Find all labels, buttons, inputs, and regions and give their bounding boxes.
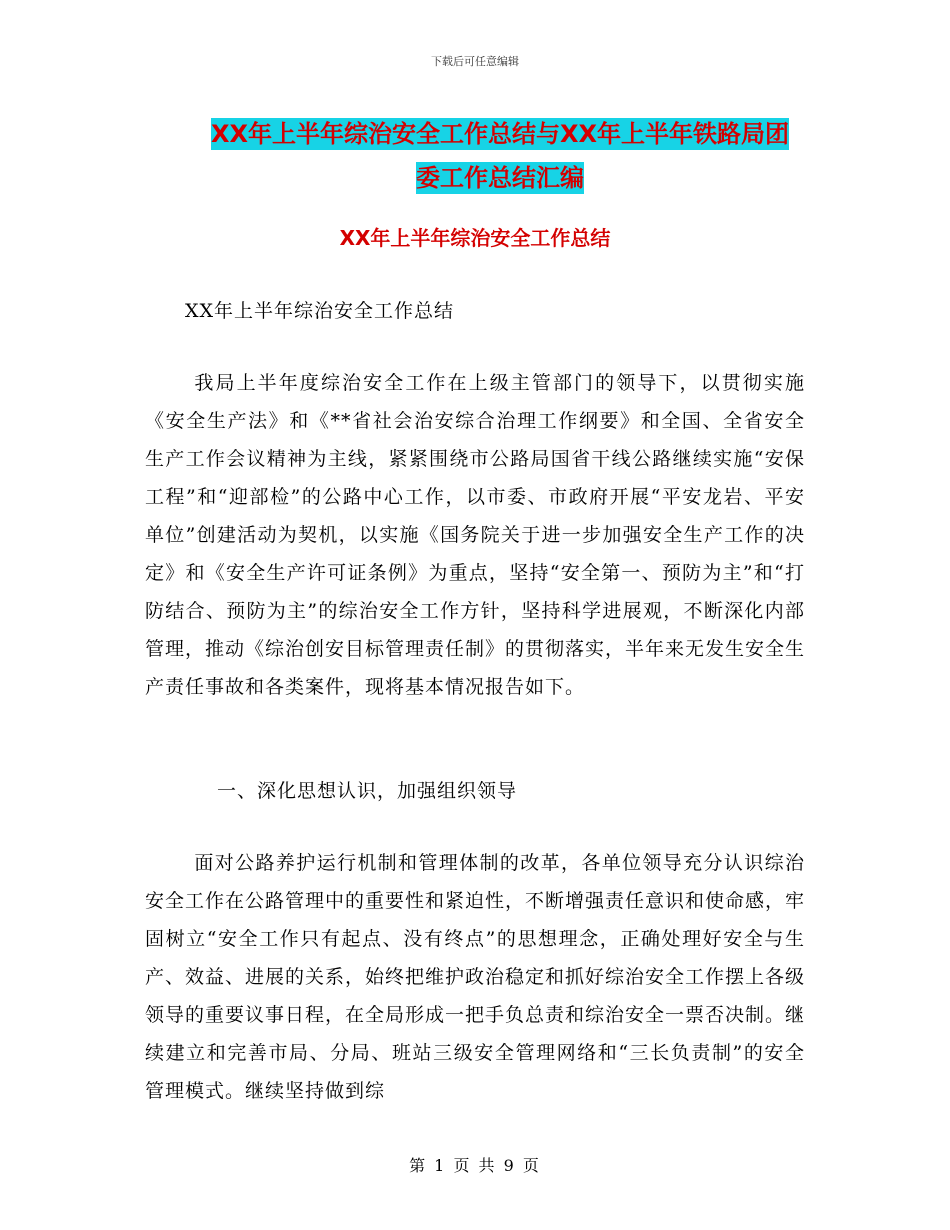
paragraph-intro: 我局上半年度综治安全工作在上级主管部门的领导下，以贯彻实施《安全生产法》和《**省社会治安综合治理工作纲要》和全国、全省安全生产工作会议精神为主线，紧紧围绕市公路局国省干线公路继续实施“安保工程”和“迎部检”的公路中心工作，以市委、市政府开展“平安龙岩、平安单位”创建活动为契机，以实施《国务院关于进一步加强安全生产工作的决定》和《安全生产许可证条例》为重点，坚持“安全第一、预防为主”和“打防结合、预防为主”的综治安全工作方针，坚持科学进展观，不断深化内部管理，推动《综治创安目标管理责任制》的贯彻落实，半年来无发生安全生产责任事故和各类案件，现将基本情况报告如下。 [145,372,806,698]
main-title-line-2: 委工作总结汇编 [416,164,584,192]
page-number-footer: 第 1 页 共 9 页 [409,1156,541,1175]
main-title-line-1: XX年上半年综治安全工作总结与XX年上半年铁路局团 [210,120,789,148]
section-title: XX年上半年综治安全工作总结 [339,226,611,250]
plain-title: XX年上半年综治安全工作总结 [185,300,455,322]
document-main-title [170,112,830,200]
paragraph-section-1: 面对公路养护运行机制和管理体制的改革，各单位领导充分认识综治安全工作在公路管理中的重要性和紧迫性，不断增强责任意识和使命感，牢固树立“安全工作只有起点、没有终点”的思想理念，正确处理好安全与生产、效益、进展的关系，始终把维护政治稳定和抓好综治安全工作摆上各级领导的重要议事日程，在全局形成一把手负总责和综治安全一票否决制。继续建立和完善市局、分局、班站三级安全管理网络和“三长负责制”的安全管理模式。继续坚持做到综 [145,852,806,1102]
section-1-heading: 一、深化思想认识，加强组织领导 [217,780,518,802]
header-note: 下载后可任意编辑 [431,55,519,68]
